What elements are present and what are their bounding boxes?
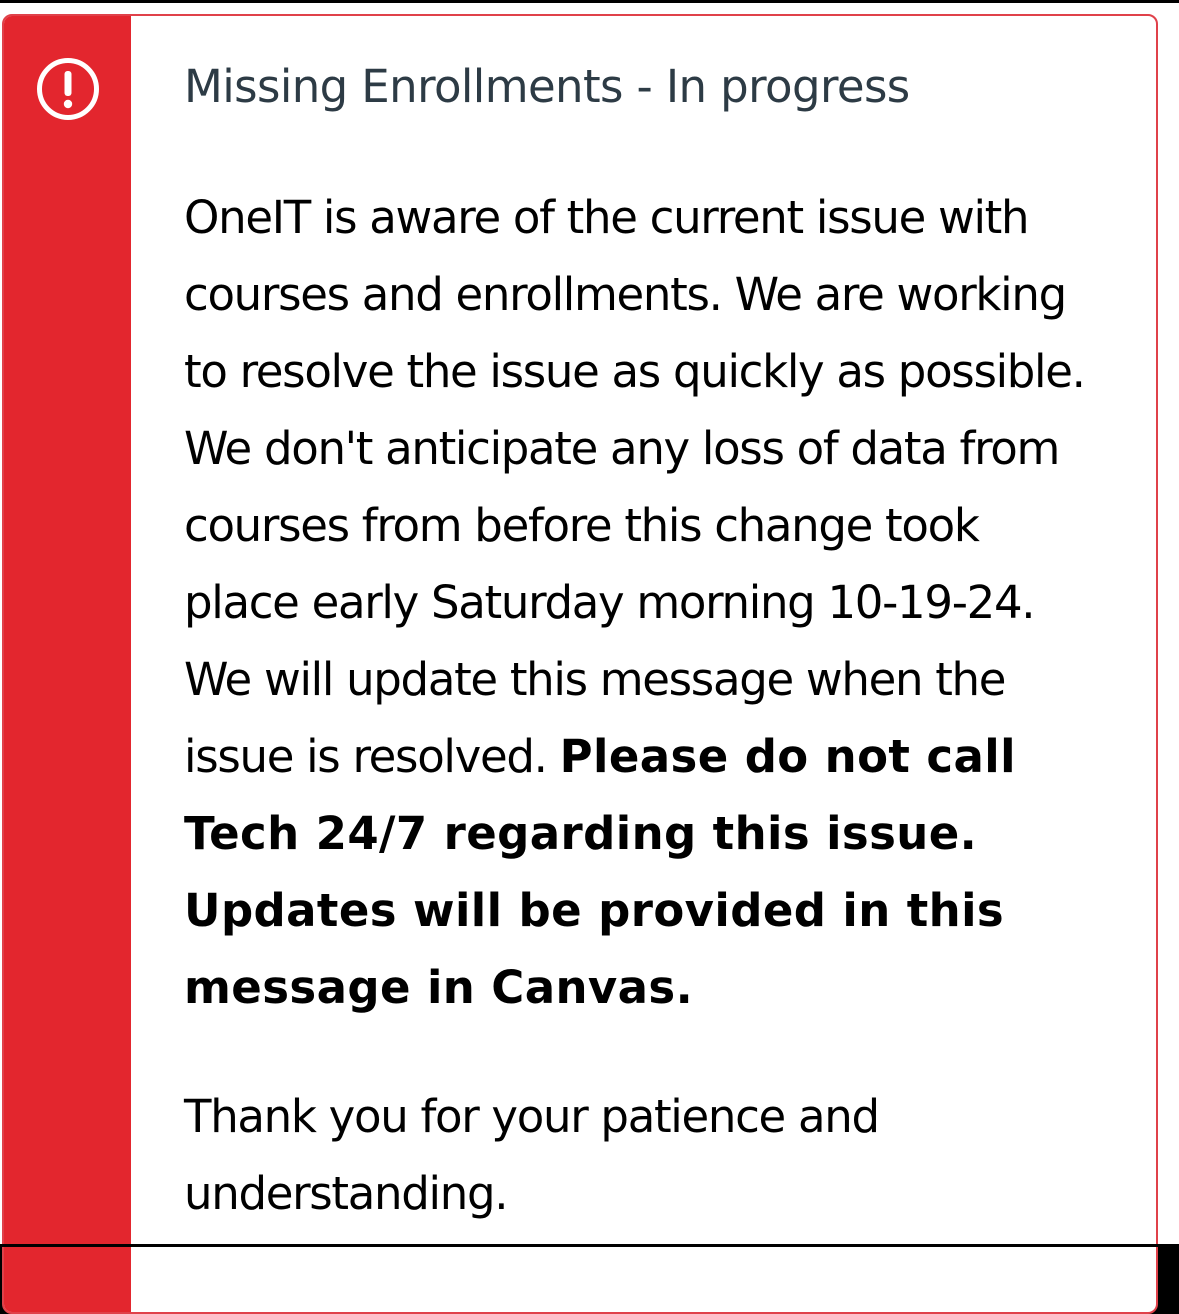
message-line-mixed [184,718,1124,795]
screenshot-frame [0,3,1179,1244]
message-text: issue is resolved. [184,730,560,783]
message-line: to resolve the issue as quickly as possible. [184,345,1085,398]
bold-notice-text: Please do not call [559,730,1016,783]
alert-accent-stripe [4,16,131,1312]
alert-message [184,179,1124,1026]
thanks-line: understanding. [184,1167,508,1220]
message-line: courses and enrollments. We are working [184,268,1066,321]
alert-content [184,56,1124,1232]
message-line: place early Saturday morning 10-19-24. [184,576,1035,629]
thanks-line: Thank you for your patience and [184,1090,879,1143]
warning-circle-icon [36,57,100,121]
bold-notice-line: Tech 24/7 regarding this issue. [184,807,978,860]
message-line: We will update this message when the [184,653,1006,706]
thank-you-message [184,1078,1124,1232]
message-line: We don't anticipate any loss of data from [184,422,1060,475]
message-line: OneIT is aware of the current issue with [184,191,1029,244]
bold-notice-line: message in Canvas. [184,961,694,1014]
alert-title: Missing Enrollments - In progress [184,60,910,113]
global-announcement-alert [2,14,1158,1314]
message-line: courses from before this change took [184,499,979,552]
bold-notice-line: Updates will be provided in this [184,884,1005,937]
